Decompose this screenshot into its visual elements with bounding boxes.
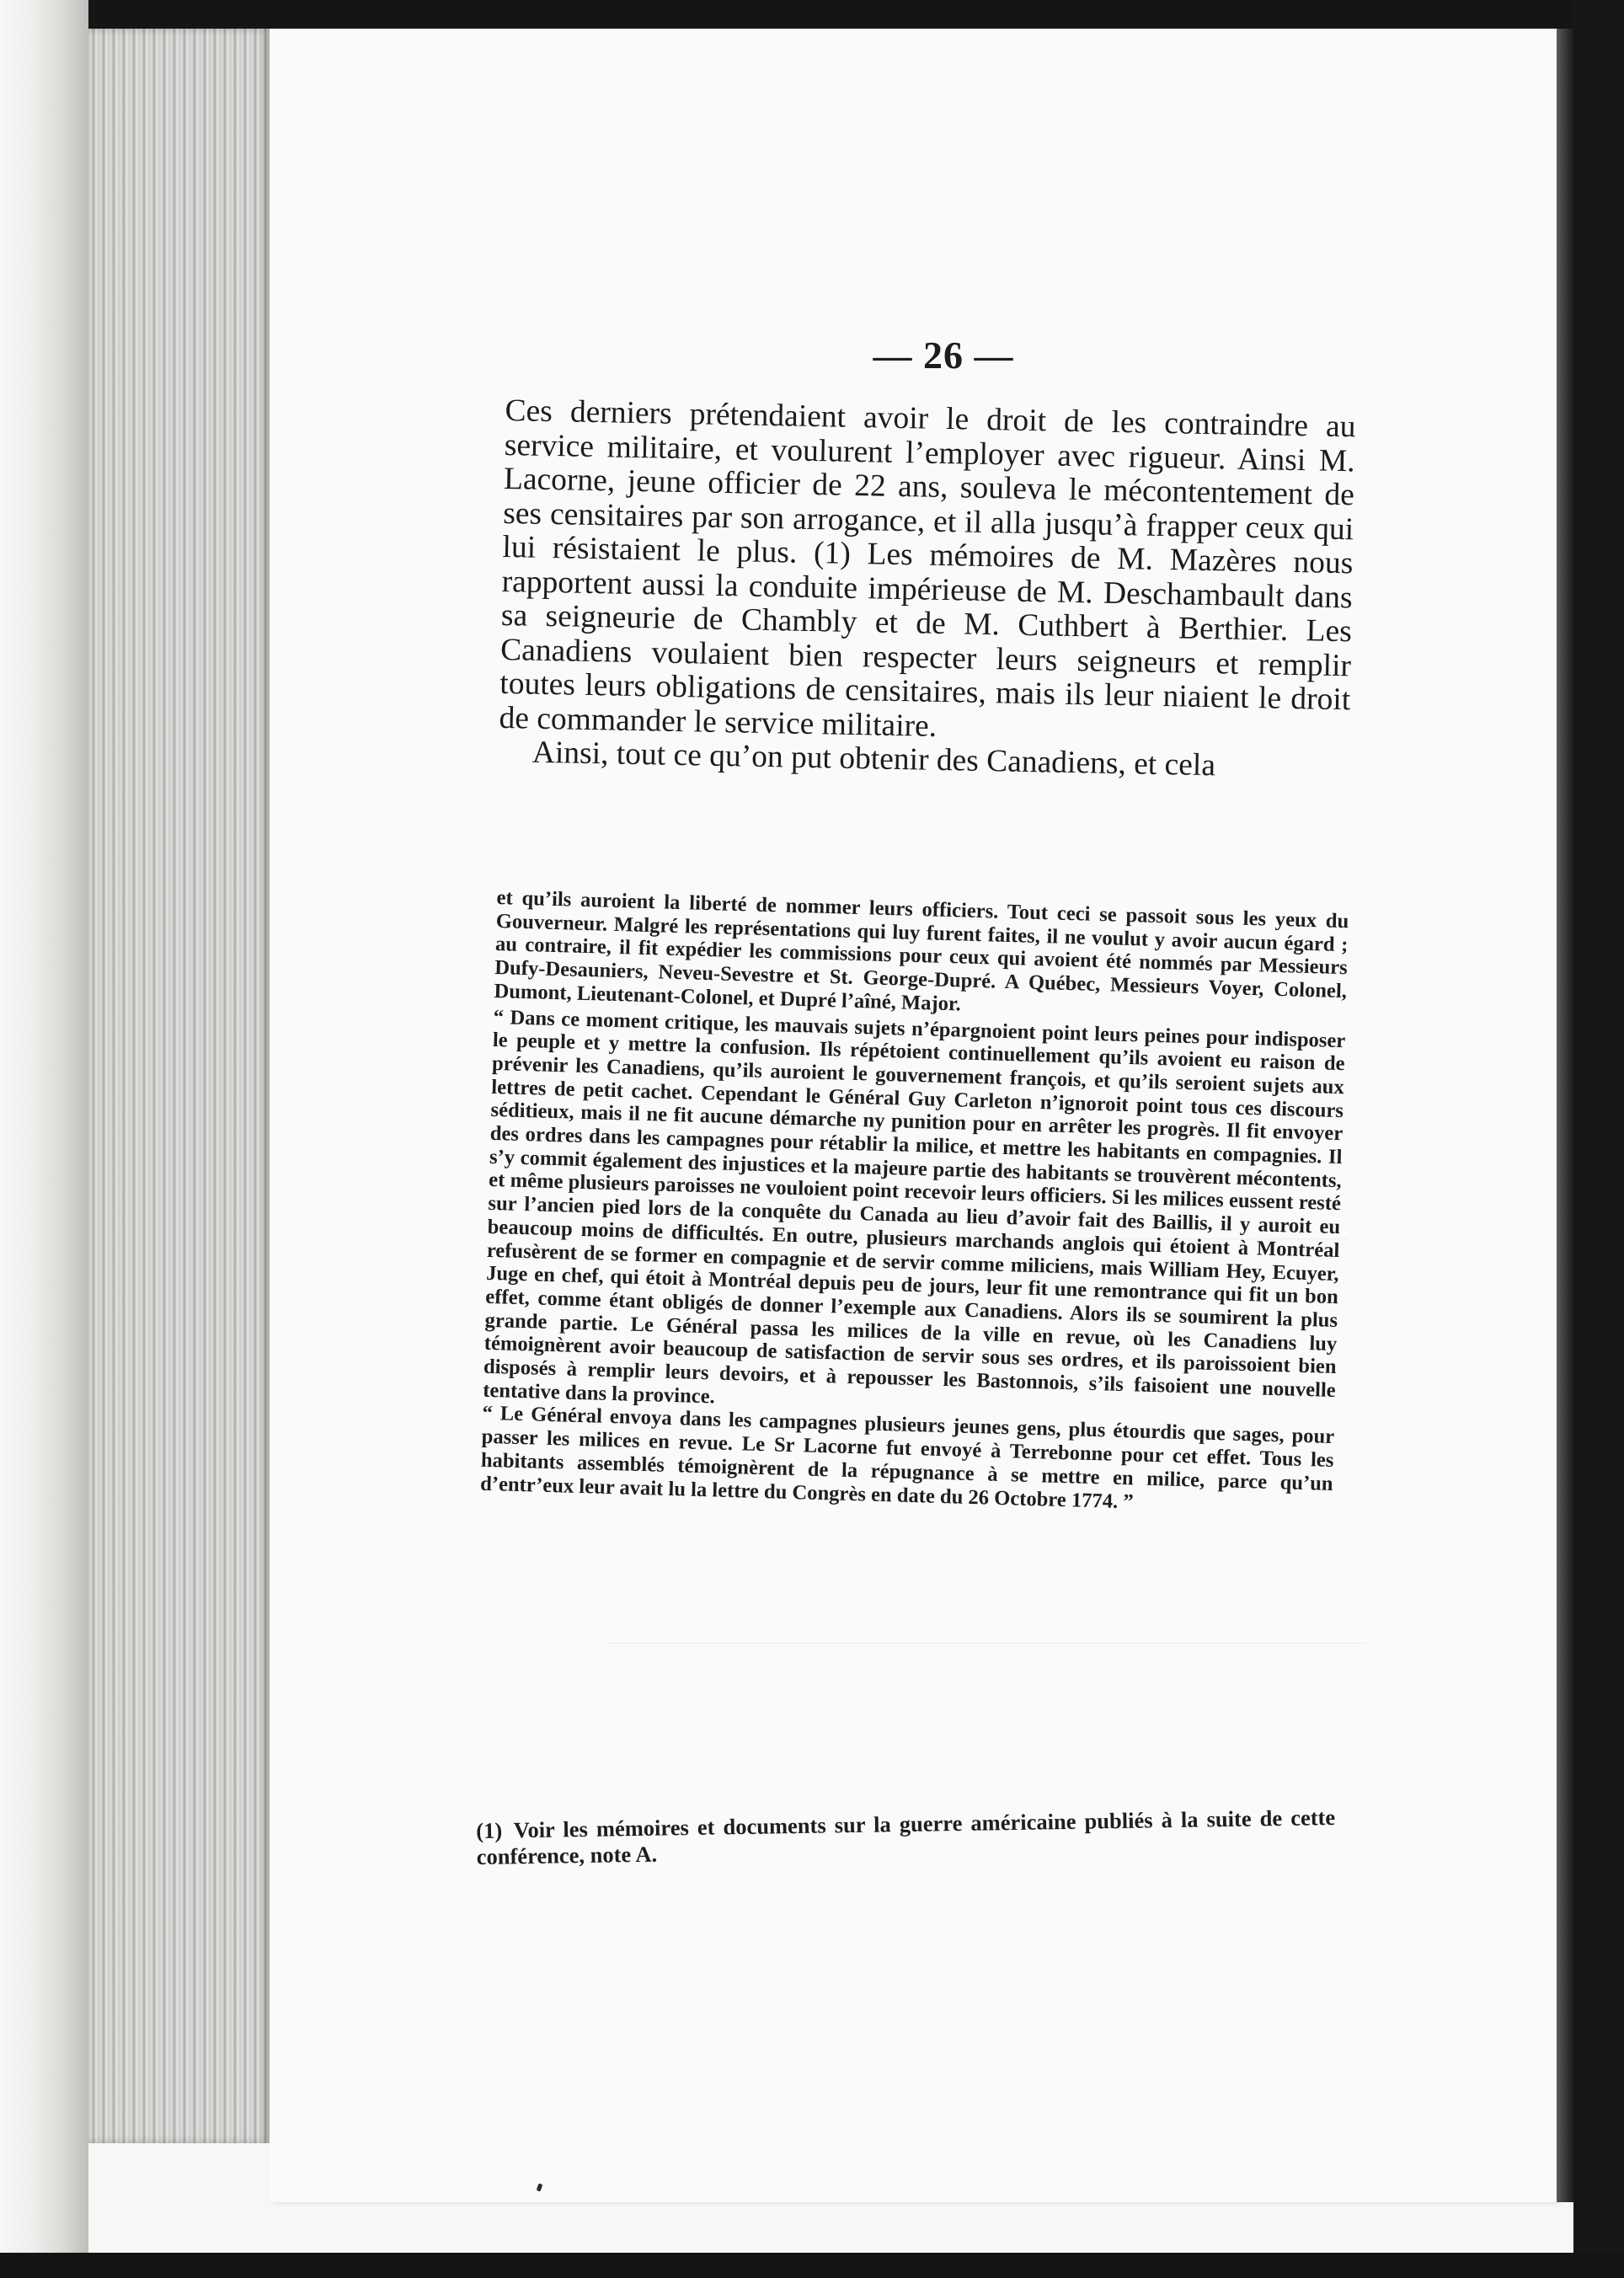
quoted-passage <box>480 886 1349 1519</box>
film-border-left <box>0 0 88 2278</box>
film-border-top <box>0 0 1624 29</box>
page-number: — 26 — <box>873 334 1014 377</box>
film-border-bottom <box>0 2253 1624 2278</box>
body-paragraph: Ces derniers prétendaient avoir le droit de les contraindre au service militaire, et voulurent l’employer avec rigueur. Ainsi M. Lacorne, jeune officier de 22 ans, souleva le mécontentement de ses censitaires par son arrogance, et il alla jusqu’à frapper ceux qui lui résistaient le plus. (1) Les mémoires de M. Mazères nous rapportent aussi la conduite impérieuse de M. Deschambault dans sa seigneurie de Chambly et de M. Cuthbert à Berthier. Les Canadiens voulaient bien respecter leurs seigneurs et remplir toutes leurs obligations de censitaires, mais ils leur niaient le droit de commander le service militaire. <box>499 393 1356 744</box>
main-text <box>498 394 1355 786</box>
quote-paragraph: et qu’ils auroient la liberté de nommer leurs officiers. Tout ceci se passoit sous les yeux du Gouverneur. Malgré les représentations qui luy furent faites, il ne voulut y avoir aucun égard ; au contraire, il fit expédier les commissions pour ceux qui avoient été nommés par Messieurs Dufy-Desauniers, Neveu-Sevestre et St. George-Dupré. A Québec, Messieurs Voyer, Colonel, Dumont, Lieutenant-Colonel, et Dupré l’aîné, Major. <box>494 886 1349 1016</box>
page-gutter-shadow <box>1557 29 1573 2202</box>
footnote-text: Voir les mémoires et documents sur la guerre américaine publiés à la suite de cette conférence, note A. <box>476 1804 1336 1869</box>
footnote-mark: (1) <box>476 1817 503 1843</box>
book-page-edges <box>88 29 272 2143</box>
film-border-right <box>1573 0 1624 2278</box>
show-through-line <box>606 1643 1365 1644</box>
body-paragraph: Ainsi, tout ce qu’on put obtenir des Canadiens, et cela <box>532 735 1216 783</box>
quote-paragraph: “ Le Général envoya dans les campagnes plusieurs jeunes gens, plus étourdis que sages, pour passer les milices en revue. Le Sr Lacorne fut envoyé à Terrebonne pour cet effet. Tous les habitants assemblés témoignèrent de la répugnance à se mettre en milice, parce qu’un d’entr’eux leur avait lu la lettre du Congrès en date du 26 Octobre 1774. ” <box>479 1402 1335 1513</box>
quote-paragraph: “ Dans ce moment critique, les mauvais sujets n’épargnoient point leurs peines pour indisposer le peuple et y mettre la confusion. Ils répétoient continuellement qu’ils avoient eu raison de prévenir les Canadiens, qu’ils auroient le gouvernement françois, et qu’ils seroient sujets aux lettres de petit cachet. Cependant le Général Guy Carleton n’ignoroit point tous ces discours séditieux, mais il ne fit aucune démarche ny punition pour en arrêter les progrès. Il fit envoyer des ordres dans les campagnes pour rétablir la milice, et mettre les habitants en compagnies. Il s’y commit également des injustices et la majeure partie des habitants se trouvèrent mécontents, et même plusieurs paroisses ne vouloient point recevoir leurs officiers. Si les milices eussent resté sur l’ancien pied lors de la conquête du Canada au lieu d’avoir fait des Baillis, il y auroit eu beaucoup moins de difficultés. En outre, plusieurs marchands anglois qui étoient à Montréal refusèrent de se former en compagnie et de servir comme miliciens, mais William Hey, Ecuyer, Juge en chef, qui étoit à Montréal depuis peu de jours, leur fit une remontrance qui fit un bon effet, comme étant obligés de donner l’exemple aux Canadiens. Alors ils se soumirent la plus grande partie. Le Général passa les milices de la ville en revue, où les Canadiens luy témoignèrent avoir beaucoup de satisfaction de servir sous ses ordres, et ils paroissoient bien disposés à remplir leurs devoirs, et à repousser les Bastonnois, s’ils faisoient une nouvelle tentative dans la province. <box>482 1005 1346 1409</box>
